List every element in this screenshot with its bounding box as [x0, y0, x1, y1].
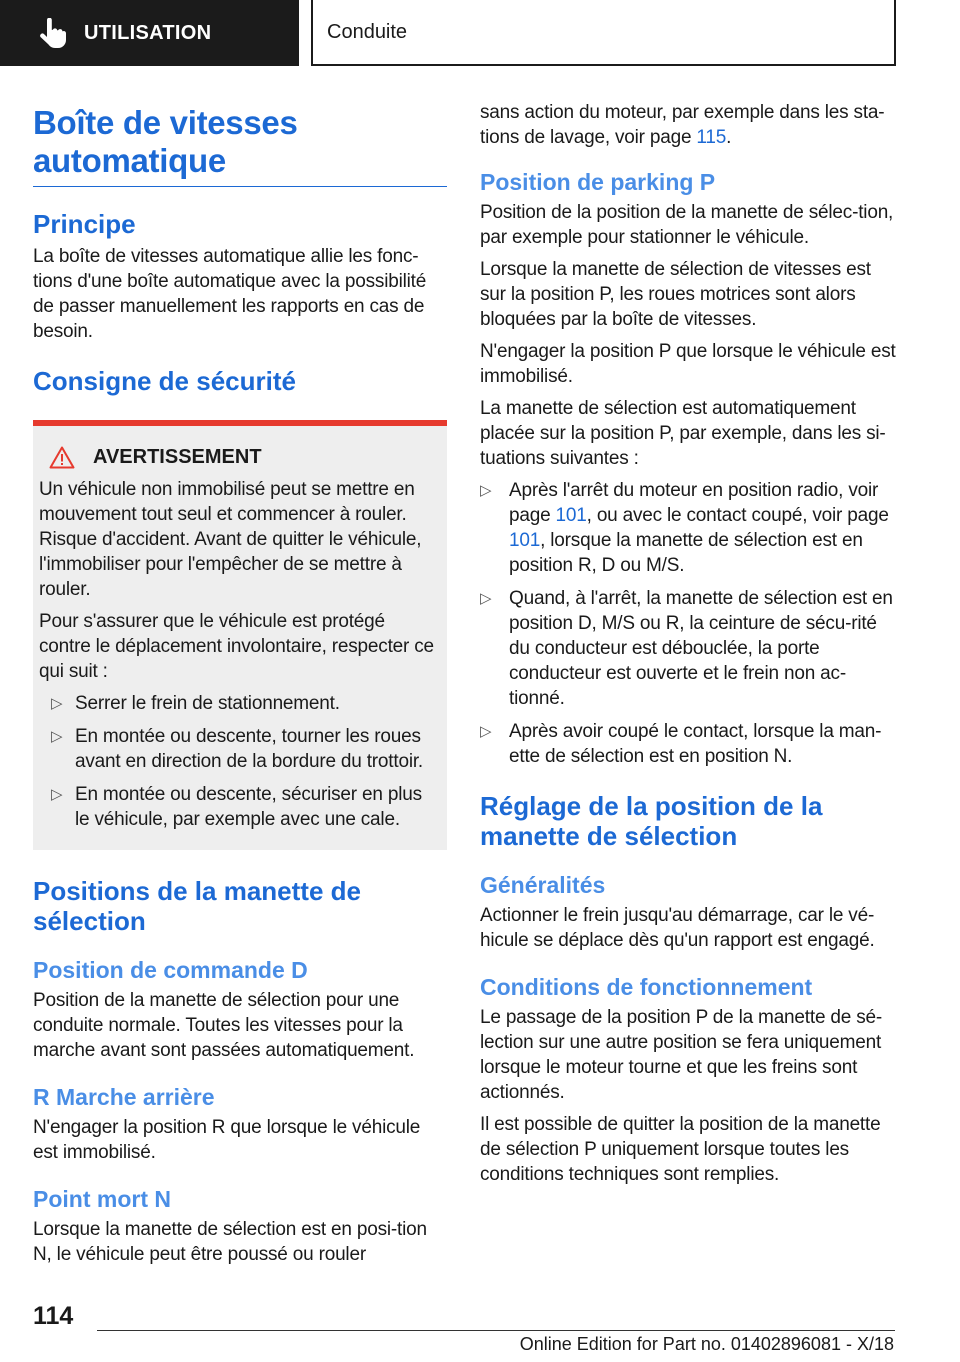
parking-paragraph-3: N'engager la position P que lorsque le véhicule est immobilisé.	[480, 341, 896, 387]
section-tab[interactable]	[311, 0, 896, 66]
triangle-bullet-icon: ▷	[51, 786, 63, 803]
triangle-bullet-icon: ▷	[480, 590, 492, 607]
triangle-bullet-icon: ▷	[480, 723, 492, 740]
page-footer	[0, 1290, 960, 1362]
heading-conditions: Conditions de fonctionnement	[480, 974, 813, 1000]
conditions-paragraph-2: Il est possible de quitter la position de la manette de sélection P uniquement lorsque toutes les conditions techniques sont remplies.	[480, 1114, 881, 1185]
chapter-label: UTILISATION	[84, 21, 212, 44]
page-link-101[interactable]: 101	[509, 530, 541, 551]
continued-text: sans action du moteur, par exemple dans les sta-tions de lavage, voir page 115.	[480, 102, 885, 148]
generalites-text: Actionner le frein jusqu'au démarrage, car le vé-hicule se déplace dès qu'un rapport est engagé.	[480, 905, 875, 951]
position-n-text: Lorsque la manette de sélection est en posi-tion N, le véhicule peut être poussé ou rouler	[33, 1219, 427, 1265]
parking-list	[480, 478, 896, 769]
heading-parking: Position de parking P	[480, 169, 716, 195]
footer-divider	[97, 1330, 895, 1331]
heading-position-r: R Marche arrière	[33, 1084, 215, 1110]
warning-title	[39, 446, 441, 469]
triangle-bullet-icon: ▷	[480, 482, 492, 499]
parking-paragraph-2: Lorsque la manette de sélection de vitesses est sur la position P, les roues motrices sont alors bloquées par la boîte de vitesses.	[480, 259, 871, 330]
list-item: ▷ Après avoir coupé le contact, lorsque la man-ette de sélection est en position N.	[480, 721, 882, 767]
heading-position-d: Position de commande D	[33, 957, 308, 983]
page-link-101[interactable]: 101	[555, 505, 587, 526]
conditions-paragraph-1: Le passage de la position P de la manette de sé-lection sur une autre position se fera uniquement lorsque le moteur tourne et que les freins sont actionnés.	[480, 1007, 882, 1103]
list-item: ▷ Serrer le frein de stationnement.	[51, 693, 340, 714]
triangle-bullet-icon: ▷	[51, 728, 63, 745]
warning-triangle-icon	[49, 446, 75, 469]
heading-generalites: Généralités	[480, 872, 606, 898]
heading-consigne: Consigne de sécurité	[33, 366, 296, 396]
edition-text: Online Edition for Part no. 01402896081 - X/18	[519, 1334, 894, 1354]
list-item: ▷ Après l'arrêt du moteur en position radio, voir page 101, ou avec le contact coupé, voir page 101, lorsque la manette de sélection est en position R, D ou M/S.	[480, 480, 889, 576]
warning-title-text: AVERTISSEMENT	[93, 446, 262, 468]
warning-paragraph-1: Un véhicule non immobilisé peut se mettre en mouvement tout seul et commencer à rouler. Risque d'accident. Avant de quitter le véhicule, l'immobiliser pour l'empêcher de se mettre à rouler.	[39, 479, 422, 600]
heading-position-n: Point mort N	[33, 1186, 171, 1212]
page-number: 114	[33, 1302, 74, 1330]
heading-principe: Principe	[33, 209, 136, 239]
list-item: ▷ Quand, à l'arrêt, la manette de sélection est en position D, M/S ou R, la ceinture de sécu-rité du conducteur est débouclée, la porte conducteur est ouverte et le frein non ac-tionné.	[480, 588, 893, 709]
principe-text: La boîte de vitesses automatique allie les fonc-tions d'une boîte automatique avec la possibilité de passer manuellement les rapports en cas de besoin.	[33, 246, 427, 342]
hand-pointer-icon	[38, 18, 66, 48]
position-d-text: Position de la manette de sélection pour une conduite normale. Toutes les vitesses pour la marche avant sont passées automatiquement.	[33, 990, 415, 1061]
chapter-tab[interactable]	[0, 0, 299, 66]
warning-box	[33, 420, 447, 850]
triangle-bullet-icon: ▷	[51, 695, 63, 712]
list-item: ▷ En montée ou descente, sécuriser en plus le véhicule, par exemple avec une cale.	[51, 784, 422, 830]
heading-reglage: Réglage de la position de la manette de sélection	[480, 791, 823, 851]
right-column	[480, 100, 896, 1194]
left-column	[33, 100, 447, 1274]
warning-paragraph-2: Pour s'assurer que le véhicule est protégé contre le déplacement involontaire, respecter ce qui suit :	[39, 611, 434, 682]
parking-paragraph-4: La manette de sélection est automatiquement placée sur la position P, par exemple, dans les si-tuations suivantes :	[480, 398, 886, 469]
page-header	[0, 0, 960, 66]
section-label: Conduite	[327, 20, 408, 43]
warning-list	[39, 691, 441, 832]
page-link-115[interactable]: 115	[696, 127, 727, 148]
heading-positions: Positions de la manette de sélection	[33, 876, 361, 936]
position-r-text: N'engager la position R que lorsque le véhicule est immobilisé.	[33, 1117, 421, 1163]
parking-paragraph-1: Position de la position de la manette de sélec-tion, par exemple pour stationner le véhicule.	[480, 202, 894, 248]
list-item: ▷ En montée ou descente, tourner les roues avant en direction de la bordure du trottoir.	[51, 726, 424, 772]
page-title: Boîte de vitesses automatique	[33, 104, 447, 187]
